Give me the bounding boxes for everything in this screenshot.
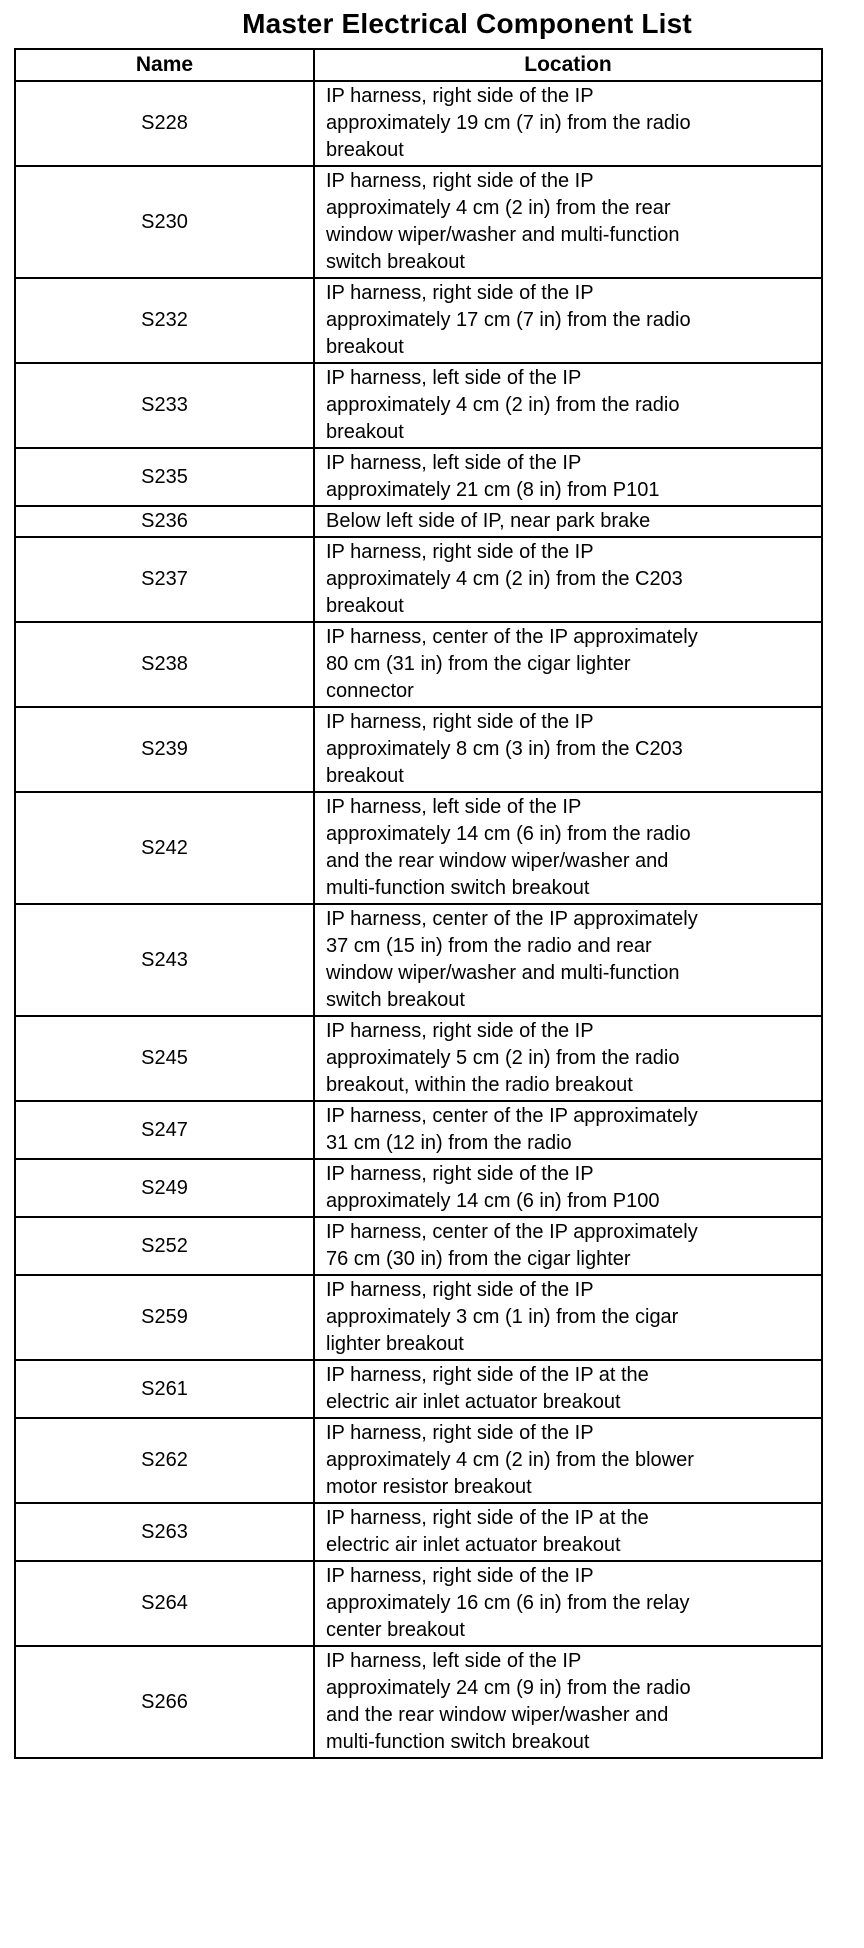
- location-line: breakout: [326, 421, 404, 443]
- location-line: breakout, within the radio breakout: [326, 1074, 633, 1096]
- table-row: [15, 1101, 822, 1159]
- table-row: [15, 537, 822, 622]
- component-name-cell: S261: [15, 1360, 314, 1418]
- component-location-cell: [314, 1101, 822, 1159]
- location-line: breakout: [326, 336, 404, 358]
- table-row: [15, 1503, 822, 1561]
- location-line: Below left side of IP, near park brake: [326, 510, 651, 532]
- location-line: approximately 17 cm (7 in) from the radio: [326, 309, 691, 331]
- table-row: [15, 904, 822, 1016]
- location-line: IP harness, right side of the IP: [326, 1163, 594, 1185]
- component-location-cell: [314, 1646, 822, 1758]
- component-table: [14, 48, 823, 1759]
- component-location-cell: [314, 792, 822, 904]
- location-line: IP harness, right side of the IP: [326, 85, 594, 107]
- location-line: and the rear window wiper/washer and: [326, 850, 669, 872]
- component-name-cell: S249: [15, 1159, 314, 1217]
- location-line: switch breakout: [326, 989, 465, 1011]
- component-location-cell: [314, 1016, 822, 1101]
- component-location-cell: [314, 904, 822, 1016]
- location-line: breakout: [326, 595, 404, 617]
- location-line: IP harness, right side of the IP: [326, 541, 594, 563]
- location-line: approximately 14 cm (6 in) from P100: [326, 1190, 660, 1212]
- component-location-cell: [314, 1159, 822, 1217]
- location-line: electric air inlet actuator breakout: [326, 1391, 621, 1413]
- component-location-cell: [314, 1275, 822, 1360]
- component-location-cell: [314, 707, 822, 792]
- table-row: [15, 1016, 822, 1101]
- location-line: center breakout: [326, 1619, 465, 1641]
- location-line: multi-function switch breakout: [326, 877, 590, 899]
- location-line: 31 cm (12 in) from the radio: [326, 1132, 572, 1154]
- component-location-cell: [314, 622, 822, 707]
- table-row: [15, 792, 822, 904]
- component-location-cell: [314, 81, 822, 166]
- location-line: IP harness, right side of the IP: [326, 282, 594, 304]
- location-line: multi-function switch breakout: [326, 1731, 590, 1753]
- location-line: breakout: [326, 139, 404, 161]
- location-line: approximately 3 cm (1 in) from the cigar: [326, 1306, 679, 1328]
- table-row: [15, 1360, 822, 1418]
- location-line: approximately 8 cm (3 in) from the C203: [326, 738, 683, 760]
- column-header-location: Location: [314, 49, 822, 81]
- location-line: IP harness, center of the IP approximately: [326, 908, 698, 930]
- location-line: approximately 24 cm (9 in) from the radio: [326, 1677, 691, 1699]
- component-location-cell: [314, 1217, 822, 1275]
- component-name-cell: S238: [15, 622, 314, 707]
- component-location-cell: [314, 1561, 822, 1646]
- component-location-cell: [314, 278, 822, 363]
- component-name-cell: S263: [15, 1503, 314, 1561]
- location-line: approximately 4 cm (2 in) from the C203: [326, 568, 683, 590]
- table-row: [15, 278, 822, 363]
- location-line: switch breakout: [326, 251, 465, 273]
- component-location-cell: [314, 448, 822, 506]
- component-location-cell: [314, 1360, 822, 1418]
- component-name-cell: S232: [15, 278, 314, 363]
- component-name-cell: S233: [15, 363, 314, 448]
- component-name-cell: S242: [15, 792, 314, 904]
- component-name-cell: S235: [15, 448, 314, 506]
- component-name-cell: S230: [15, 166, 314, 278]
- location-line: approximately 16 cm (6 in) from the relay: [326, 1592, 690, 1614]
- component-name-cell: S245: [15, 1016, 314, 1101]
- location-line: IP harness, right side of the IP: [326, 1565, 594, 1587]
- component-name-cell: S237: [15, 537, 314, 622]
- table-row: [15, 448, 822, 506]
- component-name-cell: S228: [15, 81, 314, 166]
- location-line: approximately 4 cm (2 in) from the radio: [326, 394, 680, 416]
- component-location-cell: [314, 537, 822, 622]
- component-name-cell: S252: [15, 1217, 314, 1275]
- page-title: Master Electrical Component List: [242, 8, 692, 39]
- component-name-cell: S247: [15, 1101, 314, 1159]
- component-name-cell: S243: [15, 904, 314, 1016]
- component-name-cell: S264: [15, 1561, 314, 1646]
- table-row: [15, 622, 822, 707]
- table-row: [15, 1418, 822, 1503]
- location-line: lighter breakout: [326, 1333, 464, 1355]
- location-line: breakout: [326, 765, 404, 787]
- location-line: electric air inlet actuator breakout: [326, 1534, 621, 1556]
- table-row: [15, 1561, 822, 1646]
- column-header-name: Name: [15, 49, 314, 81]
- component-location-cell: [314, 1503, 822, 1561]
- table-row: [15, 81, 822, 166]
- component-name-cell: S266: [15, 1646, 314, 1758]
- location-line: IP harness, right side of the IP: [326, 1279, 594, 1301]
- location-line: IP harness, left side of the IP: [326, 452, 582, 474]
- location-line: window wiper/washer and multi-function: [326, 224, 680, 246]
- location-line: IP harness, center of the IP approximately: [326, 1221, 698, 1243]
- component-location-cell: [314, 506, 822, 537]
- table-row: [15, 166, 822, 278]
- location-line: IP harness, right side of the IP: [326, 1020, 594, 1042]
- table-row: [15, 1217, 822, 1275]
- location-line: approximately 14 cm (6 in) from the radio: [326, 823, 691, 845]
- location-line: IP harness, left side of the IP: [326, 1650, 582, 1672]
- location-line: IP harness, center of the IP approximately: [326, 626, 698, 648]
- location-line: window wiper/washer and multi-function: [326, 962, 680, 984]
- location-line: IP harness, left side of the IP: [326, 796, 582, 818]
- table-row: [15, 707, 822, 792]
- location-line: connector: [326, 680, 414, 702]
- location-line: approximately 19 cm (7 in) from the radio: [326, 112, 691, 134]
- table-row: [15, 506, 822, 537]
- location-line: 76 cm (30 in) from the cigar lighter: [326, 1248, 631, 1270]
- location-line: approximately 5 cm (2 in) from the radio: [326, 1047, 680, 1069]
- table-row: [15, 1646, 822, 1758]
- component-name-cell: S236: [15, 506, 314, 537]
- location-line: IP harness, left side of the IP: [326, 367, 582, 389]
- table-row: [15, 363, 822, 448]
- location-line: IP harness, center of the IP approximately: [326, 1105, 698, 1127]
- location-line: IP harness, right side of the IP: [326, 170, 594, 192]
- location-line: approximately 21 cm (8 in) from P101: [326, 479, 660, 501]
- table-body: [15, 81, 822, 1758]
- component-name-cell: S259: [15, 1275, 314, 1360]
- location-line: 37 cm (15 in) from the radio and rear: [326, 935, 652, 957]
- table-row: [15, 1275, 822, 1360]
- location-line: IP harness, right side of the IP: [326, 1422, 594, 1444]
- component-location-cell: [314, 1418, 822, 1503]
- location-line: IP harness, right side of the IP at the: [326, 1364, 649, 1386]
- location-line: 80 cm (31 in) from the cigar lighter: [326, 653, 631, 675]
- component-name-cell: S262: [15, 1418, 314, 1503]
- table-header-row: [15, 49, 822, 81]
- location-line: approximately 4 cm (2 in) from the blower: [326, 1449, 694, 1471]
- location-line: motor resistor breakout: [326, 1476, 532, 1498]
- location-line: approximately 4 cm (2 in) from the rear: [326, 197, 671, 219]
- component-location-cell: [314, 363, 822, 448]
- component-location-cell: [314, 166, 822, 278]
- location-line: and the rear window wiper/washer and: [326, 1704, 669, 1726]
- component-name-cell: S239: [15, 707, 314, 792]
- location-line: IP harness, right side of the IP at the: [326, 1507, 649, 1529]
- table-row: [15, 1159, 822, 1217]
- location-line: IP harness, right side of the IP: [326, 711, 594, 733]
